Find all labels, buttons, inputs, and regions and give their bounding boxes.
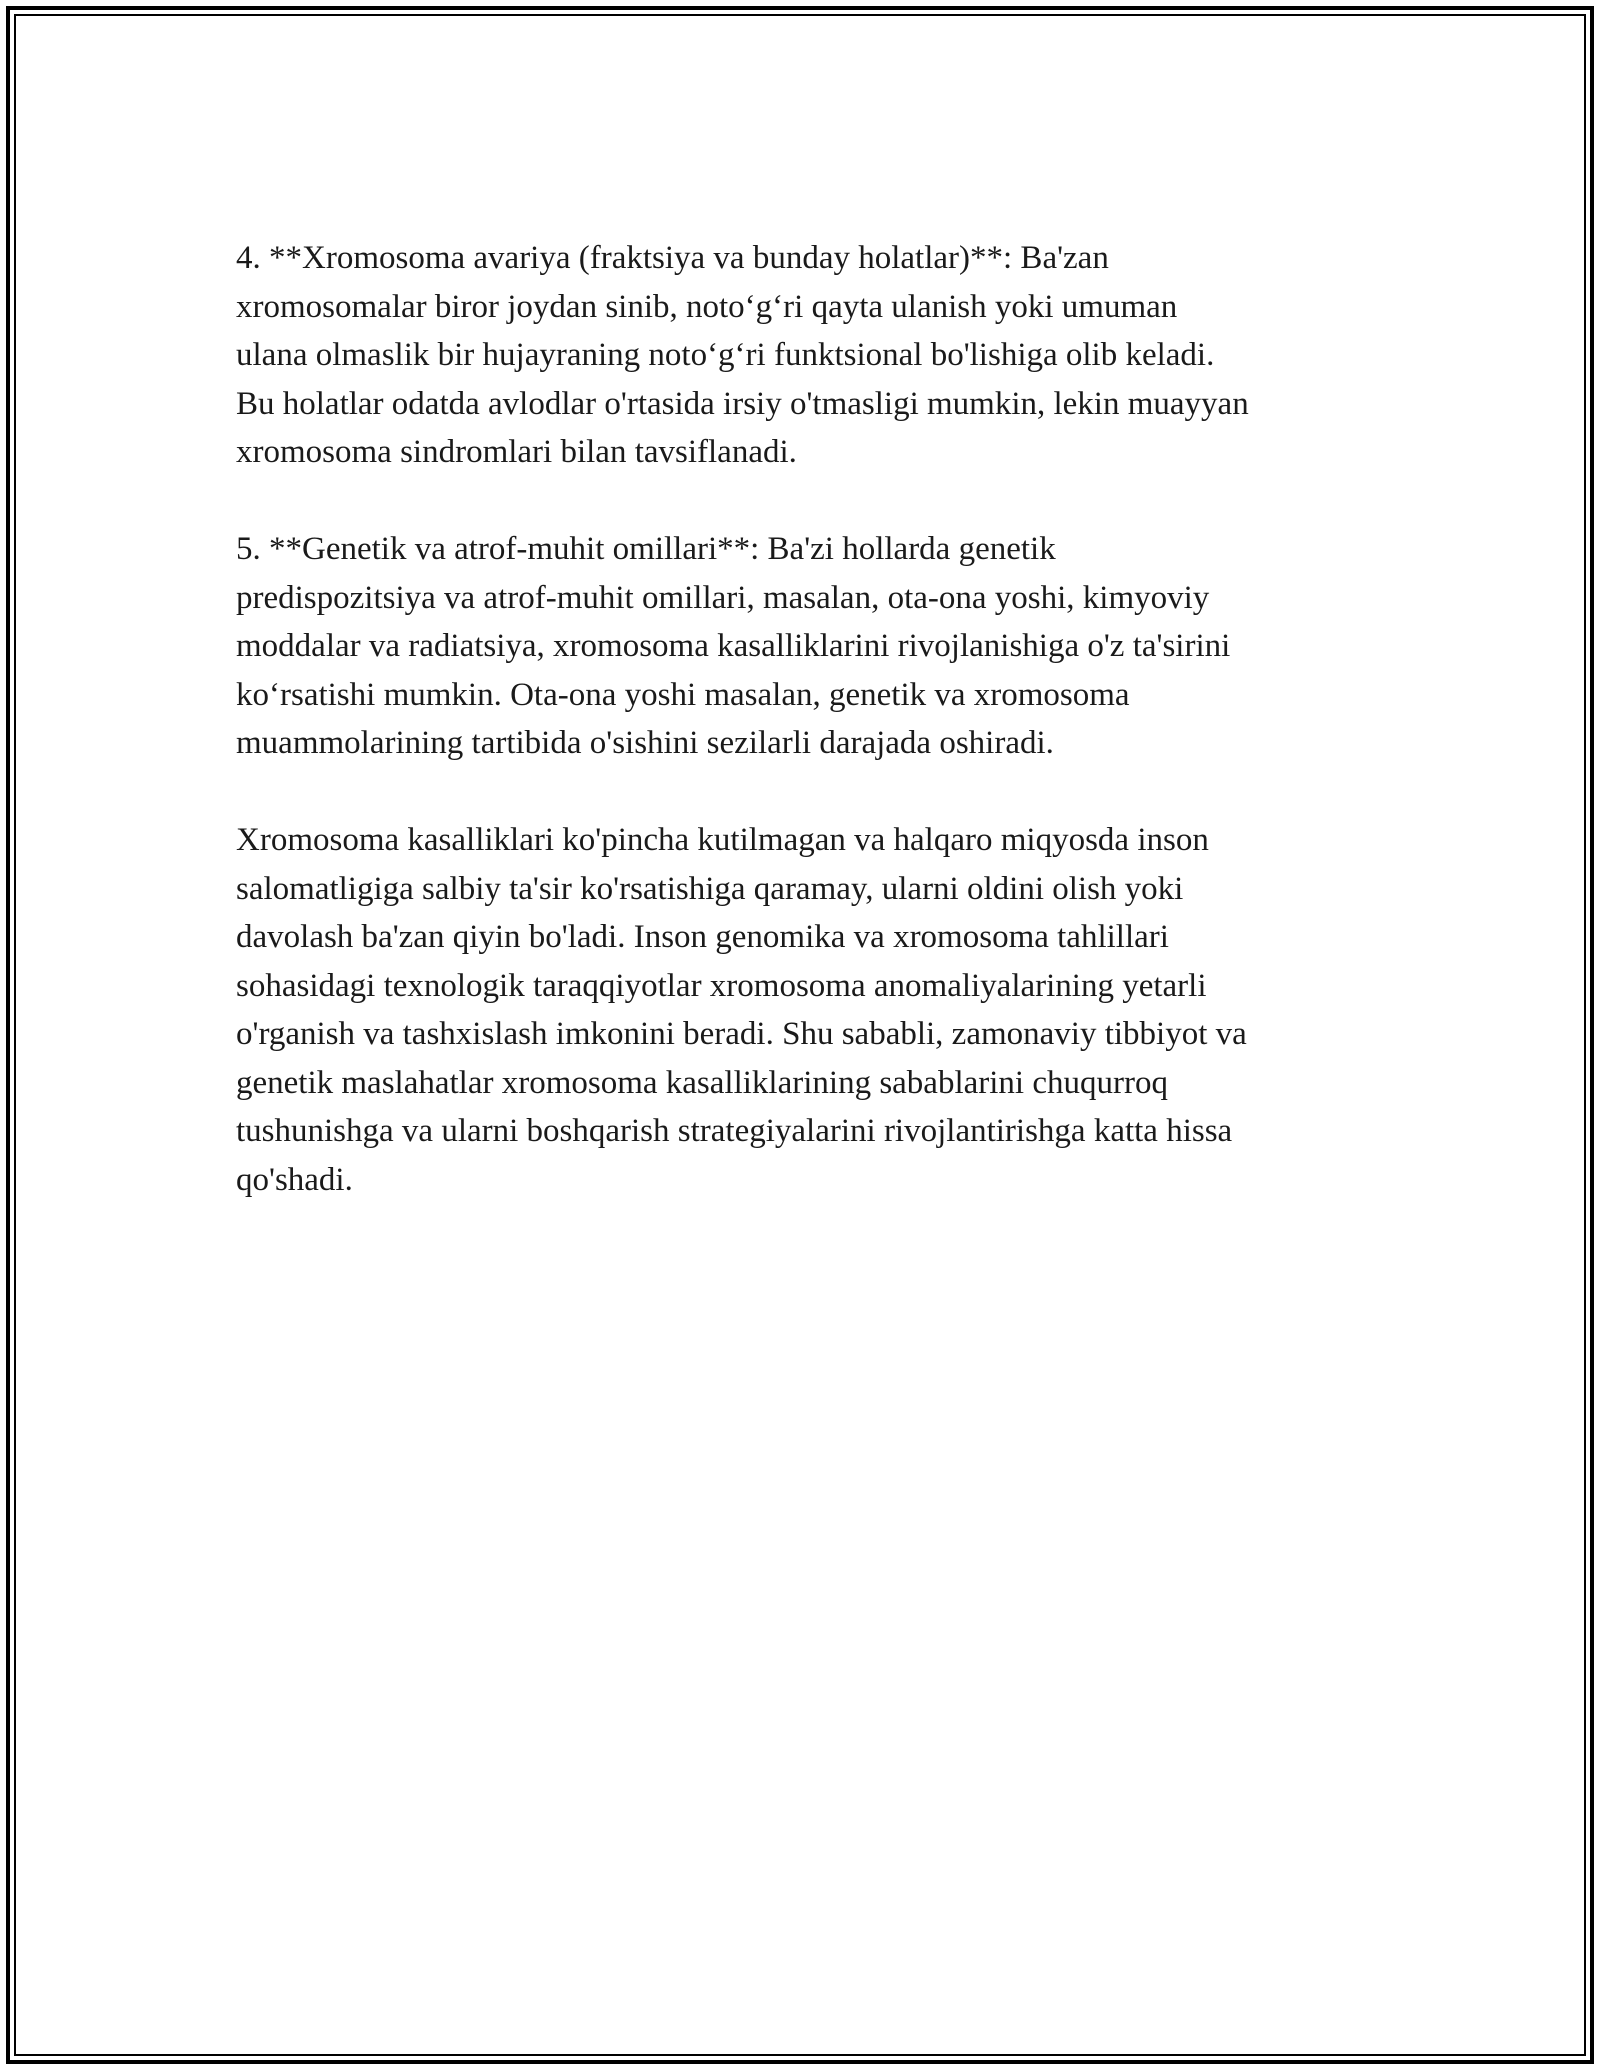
paragraph-conclusion: Xromosoma kasalliklari ko'pincha kutilmagan va halqaro miqyosda inson salomatligiga salbiy ta'sir ko'rsatishiga qaramay, ularni oldini olish yoki davolash ba'zan qiyin bo'ladi. Inson genomika va xromosoma tahlillari sohasidagi texnologik taraqqiyotlar xromosoma anomaliyalarining yetarli o'rganish va tashxislash imkonini beradi. Shu sababli, zamonaviy tibbiyot va genetik maslahatlar xromosoma kasalliklarining sabablarini chuqurroq tushunishga va ularni boshqarish strategiyalarini rivojlantirishga katta hissa qo'shadi. [236,822,1247,1198]
paragraph-genetic-environmental-factors: 5. **Genetik va atrof-muhit omillari**: Ba'zi hollarda genetik predispozitsiya va atrof-muhit omillari, masalan, ota-ona yoshi, kimyoviy moddalar va radiatsiya, xromosoma kasalliklarini rivojlanishiga o'z ta'sirini ko‘rsatishi mumkin. Ota-ona yoshi masalan, genetik va xromosoma muammolarining tartibida o'sishini sezilarli darajada oshiradi. [236,531,1231,761]
document-body [236,234,1386,1204]
paragraph-chromosome-breakage: 4. **Xromosoma avariya (fraktsiya va bunday holatlar)**: Ba'zan xromosomalar biror joydan sinib, noto‘g‘ri qayta ulanish yoki umuman ulana olmaslik bir hujayraning noto‘g‘ri funktsional bo'lishiga olib keladi. Bu holatlar odatda avlodlar o'rtasida irsiy o'tmasligi mumkin, lekin muayyan xromosoma sindromlari bilan tavsiflanadi. [236,240,1249,470]
